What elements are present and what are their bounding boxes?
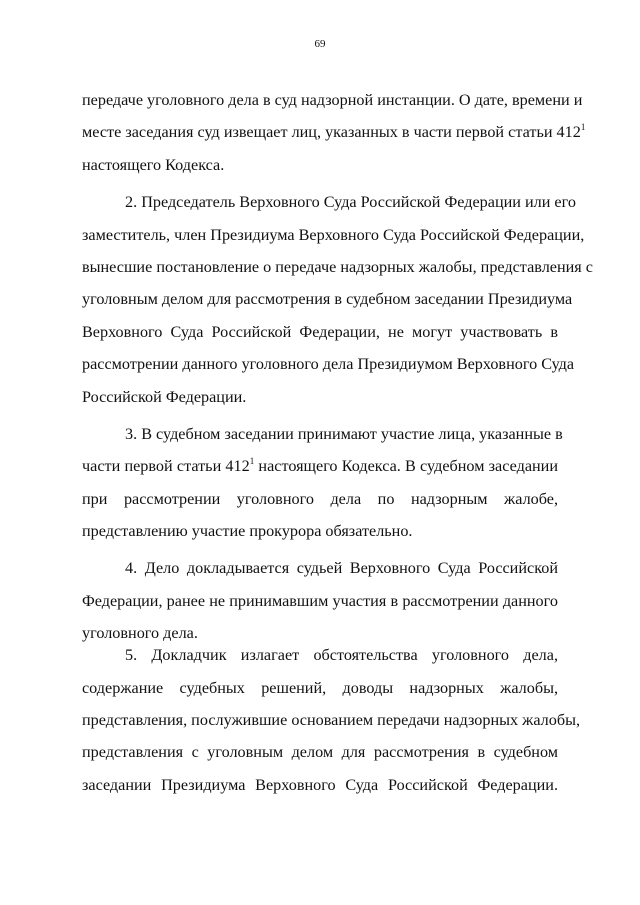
text-line: уголовным делом для рассмотрения в судебном заседании Президиума xyxy=(82,290,573,309)
text-line: заседании Президиума Верховного Суда Российской Федерации. xyxy=(82,775,558,794)
text-line: 3. В судебном заседании принимают участие лица, указанные в xyxy=(125,424,563,443)
text-line: при рассмотрении уголовного дела по надзорным жалобе, xyxy=(82,489,558,508)
text-line xyxy=(82,116,586,148)
text-line xyxy=(82,450,558,482)
text-line: рассмотрении данного уголовного дела Президиумом Верховного Суда xyxy=(82,355,575,374)
text-line: Федерации, ранее не принимавшим участия в рассмотрении данного xyxy=(82,591,558,610)
text-line: настоящего Кодекса. xyxy=(82,155,225,174)
text-line: заместитель, член Президиума Верховного Суда Российской Федерации, xyxy=(82,225,585,244)
text-span: части первой статьи 412 xyxy=(82,457,250,476)
page-number: 69 xyxy=(314,38,326,50)
text-line: Российской Федерации. xyxy=(82,387,247,406)
superscript: 1 xyxy=(249,455,255,466)
paragraph-3 xyxy=(82,418,563,548)
text-span: настоящего Кодекса. В судебном заседании xyxy=(254,457,558,476)
text-line: 2. Председатель Верховного Суда Российской Федерации или его xyxy=(125,193,576,212)
text-line: 4. Дело докладывается судьей Верховного Суда Российской xyxy=(125,559,558,578)
document-body xyxy=(82,84,593,801)
text-line: представлению участие прокурора обязательно. xyxy=(82,522,413,541)
paragraph-4 xyxy=(82,552,558,643)
paragraph-5 xyxy=(82,639,580,801)
text-line: вынесшие постановление о передаче надзорных жалобы, представления с xyxy=(82,257,593,276)
paragraph-continuation xyxy=(82,84,586,181)
text-line: представления с уголовным делом для рассмотрения в судебном xyxy=(82,743,558,762)
text-line: представления, послужившие основанием передачи надзорных жалобы, xyxy=(82,711,580,730)
paragraph-2 xyxy=(82,186,593,413)
superscript: 1 xyxy=(580,122,586,132)
text-line: уголовного дела. xyxy=(82,624,198,643)
text-line: содержание судебных решений, доводы надзорных жалобы, xyxy=(82,678,558,697)
text-line: передаче уголовного дела в суд надзорной инстанции. О дате, времени и xyxy=(82,91,583,109)
text-line: 5. Докладчик излагает обстоятельства уголовного дела, xyxy=(125,646,558,665)
text-line: Верховного Суда Российской Федерации, не могут участвовать в xyxy=(82,322,558,341)
text-span: месте заседания суд извещает лиц, указанных в части первой статьи 412 xyxy=(82,123,581,142)
